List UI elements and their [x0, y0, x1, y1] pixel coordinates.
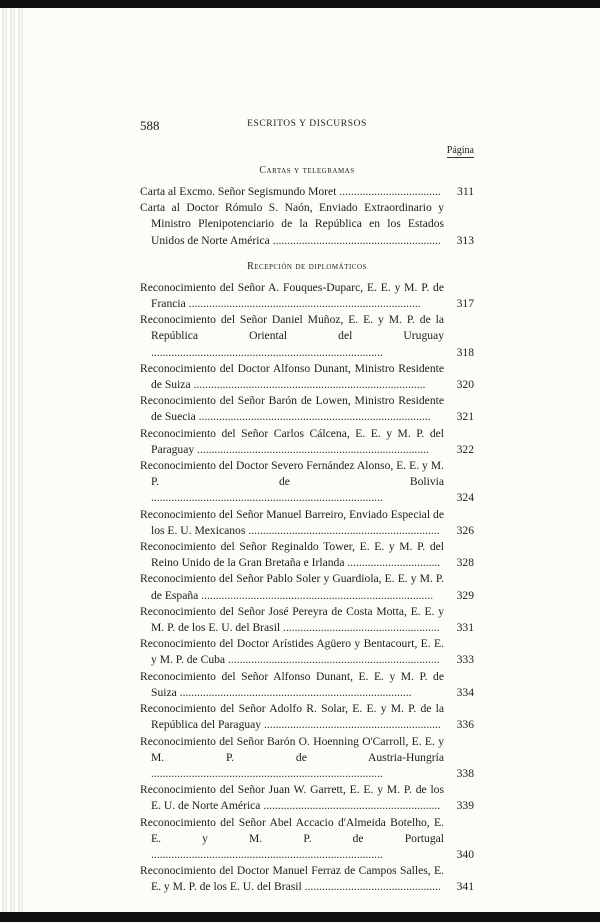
- toc-entry: [140, 507, 474, 539]
- toc-entry-page: 313: [456, 233, 474, 247]
- section-title: Cartas y telegramas: [259, 165, 355, 176]
- toc-entry: [140, 280, 474, 312]
- toc-entry: [140, 361, 474, 393]
- scan-bottom-border: [0, 912, 600, 922]
- toc-entry: [140, 393, 474, 425]
- toc-entry-page: 328: [456, 556, 474, 570]
- page-column-label-text: Página: [446, 145, 474, 156]
- leader-dots: ................................................................................: [151, 847, 383, 861]
- toc-entry-page: 331: [456, 621, 474, 635]
- toc-entry-page: 339: [456, 799, 474, 813]
- toc-entry-page: 341: [456, 880, 474, 894]
- leader-dots: ..................................................................: [245, 523, 440, 537]
- leader-dots: ................................: [344, 556, 441, 570]
- toc-entry-page: 334: [456, 685, 474, 699]
- toc-entry-page: 320: [456, 378, 474, 392]
- toc-entry-page: 329: [456, 588, 474, 602]
- toc-entry: [140, 184, 474, 200]
- toc-entry-page: 340: [456, 847, 474, 861]
- toc-entry-text: Reconocimiento del Señor Juan W. Garrett, E. E. y M. P. de los E. U. de Norte América: [140, 783, 444, 813]
- toc-entry-text: Reconocimiento del Doctor Arístides Agüero y Bentacourt, E. E. y M. P. de Cuba: [140, 637, 444, 667]
- toc-entry-text: Reconocimiento del Doctor Severo Fernández Alonso, E. E. y M. P. de Bolivia: [140, 459, 444, 489]
- toc-entry-page: 336: [456, 718, 474, 732]
- toc-entry-text: Reconocimiento del Señor José Pereyra de Costa Motta, E. E. y M. P. de los E. U. del Brasil: [140, 604, 444, 635]
- scan-top-border: [0, 0, 600, 8]
- toc-entry-text: Reconocimiento del Señor Barón O. Hoenning O'Carroll, E. E. y M. P. de Austria-Hungría: [140, 734, 444, 764]
- toc-entry: [140, 636, 474, 668]
- toc-entry-page: 324: [456, 491, 474, 505]
- leader-dots: ................................................................................: [190, 378, 426, 392]
- toc-entry-page: 326: [456, 523, 474, 537]
- toc-entry-text: Reconocimiento del Señor Daniel Muñoz, E. E. y M. P. de la República Oriental del Uruguay: [140, 313, 444, 343]
- leader-dots: ..........................................................: [269, 233, 441, 247]
- leader-dots: .............................................................: [261, 718, 441, 732]
- toc-entry-text: Reconocimiento del Señor Reginaldo Tower, E. E. y M. P. del Reino Unido de la Gran Bretaña e Irlanda: [140, 540, 444, 570]
- leader-dots: ......................................................: [280, 621, 440, 635]
- toc-entry: [140, 782, 474, 814]
- leader-dots: ................................................................................: [151, 491, 383, 505]
- section-title: Recepción de diplomáticos: [247, 260, 367, 272]
- toc-entry-text: Reconocimiento del Señor Carlos Cálcena, E. E. y M. P. del Paraguay: [140, 426, 444, 456]
- toc-entry: [140, 815, 474, 864]
- toc-entry-text: Carta al Doctor Rómulo S. Naón, Enviado Extraordinario y Ministro Plenipotenciario de la República en los Estados Unidos de Norte América: [140, 201, 444, 247]
- toc-entry: [140, 701, 474, 733]
- leader-dots: ................................................................................: [185, 297, 421, 311]
- page-column-label: [140, 145, 474, 159]
- toc-entry-page: 338: [456, 766, 474, 780]
- toc-entry-text: Reconocimiento del Señor Adolfo R. Solar, E. E. y M. P. de la República del Paraguay: [140, 702, 444, 732]
- toc-entry-page: 333: [456, 653, 474, 667]
- toc-entry-text: Reconocimiento del Señor Barón de Lowen, Ministro Residente de Suecia: [140, 394, 444, 424]
- leader-dots: ................................................................................: [151, 345, 383, 359]
- toc-entry: [140, 458, 474, 507]
- running-head: [140, 118, 474, 136]
- leader-dots: ................................................................................: [194, 442, 429, 456]
- toc-entry-page: 322: [456, 442, 474, 456]
- leader-dots: .........................................................................: [225, 653, 440, 667]
- leader-dots: ................................................................................: [198, 588, 434, 602]
- toc-entry: [140, 571, 474, 603]
- page-number: 588: [140, 118, 160, 133]
- table-of-contents: [140, 165, 474, 896]
- toc-entry: [140, 604, 474, 636]
- toc-entry-text: Reconocimiento del Señor Manuel Barreiro, Enviado Especial de los E. U. Mexicanos: [140, 507, 444, 537]
- toc-entry-text: Reconocimiento del Señor Pablo Soler y Guardiola, E. E. y M. P. de España: [140, 572, 444, 602]
- leader-dots: ...............................................: [301, 880, 441, 894]
- leader-dots: ...................................: [336, 185, 441, 198]
- toc-entry: [140, 312, 474, 361]
- toc-entry: [140, 539, 474, 571]
- toc-entry-text: Reconocimiento del Señor A. Fouques-Duparc, E. E. y M. P. de Francia: [140, 280, 444, 311]
- toc-entry-page: 318: [456, 345, 474, 359]
- running-title: ESCRITOS Y DISCURSOS: [247, 119, 367, 129]
- leader-dots: ................................................................................: [176, 685, 412, 699]
- toc-entry: [140, 734, 474, 783]
- leader-dots: ................................................................................: [151, 766, 383, 780]
- leader-dots: ................................................................................: [195, 410, 431, 424]
- toc-entry: [140, 426, 474, 458]
- toc-entry-text: Reconocimiento del Señor Abel Accacio d'Almeida Botelho, E. E. y M. P. de Portugal: [140, 815, 444, 845]
- toc-entry-text: Reconocimiento del Doctor Alfonso Dunant, Ministro Residente de Suiza: [140, 361, 444, 392]
- toc-entry-page: 311: [457, 185, 474, 198]
- leader-dots: .............................................................: [260, 799, 441, 813]
- toc-entry-page: 317: [456, 297, 474, 311]
- toc-entry-text: Reconocimiento del Señor Alfonso Dunant, E. E. y M. P. de Suiza: [140, 669, 444, 699]
- toc-entry: [140, 863, 474, 895]
- toc-entry: [140, 200, 474, 249]
- toc-entry-text: Carta al Excmo. Señor Segismundo Moret: [140, 185, 337, 198]
- toc-entry: [140, 669, 474, 701]
- book-page: [140, 118, 474, 896]
- scan-binding-edge: [0, 8, 24, 912]
- toc-entry-page: 321: [456, 410, 474, 424]
- toc-entry-text: Reconocimiento del Doctor Manuel Ferraz de Campos Salles, E. E. y M. P. de los E. U. del Brasil: [140, 864, 444, 894]
